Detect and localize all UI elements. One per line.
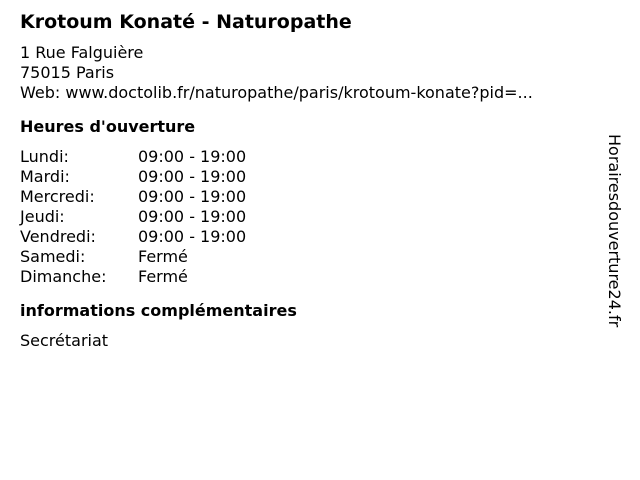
additional-info-heading: informations complémentaires — [20, 301, 297, 320]
hours-row-mercredi — [20, 187, 600, 207]
hours-row-lundi — [20, 147, 600, 167]
hours-time-value: Fermé — [138, 247, 188, 266]
hours-row-samedi — [20, 247, 600, 267]
additional-info-text: Secrétariat — [20, 331, 109, 350]
street-address: 1 Rue Falguière — [20, 43, 144, 62]
opening-hours-heading: Heures d'ouverture — [20, 117, 196, 136]
hours-day-label: Lundi: — [20, 147, 69, 166]
hours-row-dimanche — [20, 267, 600, 287]
hours-row-vendredi — [20, 227, 600, 247]
business-title: Krotoum Konaté - Naturopathe — [20, 11, 352, 33]
hours-row-jeudi — [20, 207, 600, 227]
hours-time-value: 09:00 - 19:00 — [138, 187, 247, 206]
hours-day-label: Jeudi: — [20, 207, 65, 226]
site-watermark: Horairesdouverture24.fr — [605, 134, 624, 328]
hours-row-mardi — [20, 167, 600, 187]
website-line: Web: www.doctolib.fr/naturopathe/paris/krotoum-konate?pid=... — [20, 83, 533, 102]
hours-time-value: 09:00 - 19:00 — [138, 227, 247, 246]
address-block — [20, 43, 600, 103]
business-card — [20, 10, 600, 351]
hours-time-value: 09:00 - 19:00 — [138, 207, 247, 226]
hours-time-value: Fermé — [138, 267, 188, 286]
hours-day-label: Dimanche: — [20, 267, 107, 286]
hours-day-label: Vendredi: — [20, 227, 96, 246]
hours-day-label: Samedi: — [20, 247, 86, 266]
opening-hours-table — [20, 147, 600, 287]
hours-time-value: 09:00 - 19:00 — [138, 147, 247, 166]
hours-day-label: Mardi: — [20, 167, 70, 186]
hours-day-label: Mercredi: — [20, 187, 95, 206]
hours-time-value: 09:00 - 19:00 — [138, 167, 247, 186]
city-postal: 75015 Paris — [20, 63, 115, 82]
